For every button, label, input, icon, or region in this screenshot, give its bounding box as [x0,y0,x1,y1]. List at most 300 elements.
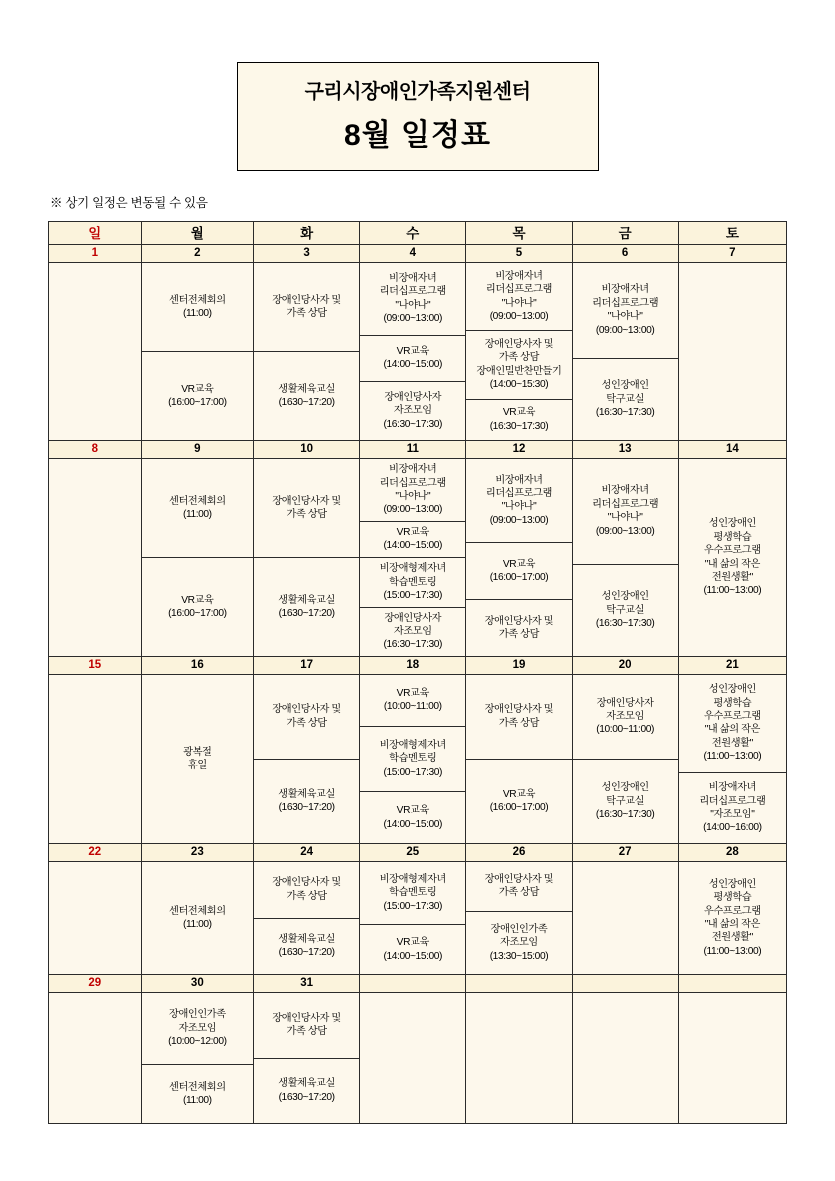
event-entry[interactable] [466,599,571,656]
day-number: 19 [466,657,571,675]
event-entry[interactable] [360,862,465,924]
event-entry[interactable] [360,381,465,440]
event-line: "내 삶의 작은 [704,724,760,736]
day-number: 10 [254,441,359,459]
event-line: (16:30~17:30) [595,618,655,630]
event-line: (14:00~15:00) [383,540,443,552]
event-entry[interactable] [360,924,465,974]
calendar-day-cell[interactable] [49,245,142,441]
day-events [466,993,571,1123]
event-entry[interactable] [573,564,678,656]
calendar-day-cell[interactable] [360,245,466,441]
weekday-header-wed: 수 [360,222,466,245]
day-number: 3 [254,245,359,263]
event-line: (09:00~13:00) [383,313,443,325]
calendar-day-cell[interactable] [49,844,142,975]
event-line: 성인장애인 [708,518,756,530]
event-line: (09:00~13:00) [489,514,549,526]
event-line: (09:00~13:00) [595,525,655,537]
day-number [679,975,786,993]
event-line: 평생학습 [713,892,752,904]
event-line: (10:00~11:00) [596,724,655,736]
calendar-week-row [49,245,787,441]
day-events [254,993,359,1123]
event-line: (16:30~17:30) [383,639,443,651]
weekday-header-thu: 목 [466,222,572,245]
day-events [573,675,678,843]
event-line: 휴일 [187,760,207,771]
event-line: (11:00) [182,919,212,930]
day-number: 14 [679,441,786,459]
event-entry[interactable] [254,862,359,918]
event-line: (16:00~17:00) [168,397,227,408]
event-line: (09:00~13:00) [383,504,443,516]
event-line: 리더십프로그램 [592,297,659,309]
day-number [466,975,571,993]
event-entry[interactable] [254,993,359,1058]
event-line: 자조모임 [178,1022,217,1034]
event-entry[interactable] [142,263,253,351]
event-entry[interactable] [254,759,359,844]
event-line: (11:00) [182,308,212,319]
event-line: (11:00~13:00) [703,751,762,763]
day-number: 6 [573,245,678,263]
day-events [49,263,141,440]
schedule-note: ※ 상기 일정은 변동될 수 있음 [50,196,208,210]
event-line: 장애인인가족 [169,1009,226,1021]
calendar-day-cell[interactable] [141,844,253,975]
weekday-header-sat: 토 [678,222,786,245]
day-number: 5 [466,245,571,263]
day-number: 20 [573,657,678,675]
calendar-day-cell[interactable] [466,844,572,975]
calendar-day-cell[interactable] [254,975,360,1124]
event-line: 가족 상담 [286,509,327,520]
event-line: 비장애형제자녀 [379,563,446,575]
event-line: (09:00~13:00) [595,324,655,336]
event-entry[interactable] [254,675,359,759]
calendar-day-cell[interactable] [572,245,678,441]
weekday-header-fri: 금 [572,222,678,245]
day-events [573,263,678,440]
calendar-day-cell[interactable] [678,844,786,975]
day-events [254,675,359,843]
calendar-day-cell[interactable] [254,245,360,441]
event-entry[interactable] [254,351,359,440]
day-number: 26 [466,844,571,862]
day-number: 27 [573,844,678,862]
event-entry[interactable] [360,557,465,607]
day-number: 8 [49,441,141,459]
event-line: 가족 상담 [498,717,540,729]
day-number: 7 [679,245,786,263]
event-line: 전원생활" [711,571,753,583]
event-line: 자조모임 [393,405,432,417]
day-events [360,675,465,843]
calendar-day-cell[interactable] [360,657,466,844]
event-line: 평생학습 [713,697,752,709]
event-entry[interactable] [142,459,253,557]
event-line: 전원생활" [711,737,753,749]
event-line: "나야나" [395,299,431,311]
calendar-day-cell[interactable] [678,441,786,657]
event-entry[interactable] [466,911,571,974]
calendar-day-cell[interactable] [141,657,253,844]
event-line: 리더십프로그램 [485,488,552,500]
center-name: 구리시장애인가족지원센터 [304,81,531,103]
event-line: 장애인당사자 [596,697,654,709]
event-entry[interactable] [679,772,786,843]
event-line: 비장애자녀 [389,272,437,284]
day-number: 29 [49,975,141,993]
event-line: (10:00~11:00) [383,701,442,713]
event-entry[interactable] [360,459,465,521]
event-line: 가족 상담 [286,717,327,729]
event-line: 생활체육교실 [278,594,335,606]
event-entry[interactable] [573,759,678,844]
day-number: 21 [679,657,786,675]
event-entry[interactable] [360,263,465,335]
calendar-day-cell[interactable] [466,975,572,1124]
event-entry[interactable] [466,330,571,398]
day-number: 18 [360,657,465,675]
calendar-week-row [49,975,787,1124]
day-number: 15 [49,657,141,675]
event-entry[interactable] [466,263,571,330]
day-number: 11 [360,441,465,459]
event-line: (14:00~15:00) [383,950,443,962]
day-events [49,459,141,656]
event-entry[interactable] [360,607,465,657]
day-events [466,862,571,974]
event-line: 비장애자녀 [495,270,543,282]
day-events [142,862,253,974]
event-line: 가족 상담 [286,890,327,902]
event-entry[interactable] [360,335,465,381]
event-line: 장애인당사자 및 [272,704,341,716]
calendar-day-cell[interactable] [49,657,142,844]
event-line: (15:00~17:30) [383,766,443,778]
event-line: VR교육 [396,937,429,949]
event-line: 비장애자녀 [389,464,437,476]
weekday-header-sun: 일 [49,222,142,245]
event-line: (15:00~17:30) [383,900,443,912]
event-line: (16:00~17:00) [489,802,549,814]
event-line: 비장애형제자녀 [379,873,446,885]
event-line: 센터전체회의 [169,294,226,306]
calendar-day-cell[interactable] [572,975,678,1124]
day-number: 30 [142,975,253,993]
event-line: 리더십프로그램 [592,498,659,510]
day-events [360,862,465,974]
event-entry[interactable] [360,521,465,557]
event-line: 학습멘토링 [389,753,437,765]
event-line: 학습멘토링 [389,887,437,899]
day-events [49,675,141,843]
event-line: (16:30~17:30) [595,808,655,820]
event-entry[interactable] [254,918,359,975]
event-line: 비장애자녀 [601,485,649,497]
event-line: 장애인당사자 [384,391,442,403]
event-line: 성인장애인 [601,591,649,603]
calendar-day-cell[interactable] [360,441,466,657]
event-line: 센터전체회의 [169,905,226,917]
event-line: "나야나" [501,297,537,309]
event-entry[interactable] [679,862,786,974]
event-line: 탁구교실 [606,604,645,616]
day-events [573,993,678,1123]
day-number: 12 [466,441,571,459]
event-line: VR교육 [396,527,429,539]
calendar-day-cell[interactable] [678,657,786,844]
calendar-day-cell[interactable] [572,441,678,657]
event-line: 장애인당사자 및 [272,877,341,889]
event-line: 생활체육교실 [278,933,335,945]
event-entry[interactable] [142,862,253,974]
calendar-day-cell[interactable] [254,844,360,975]
day-number: 22 [49,844,141,862]
event-line: 리더십프로그램 [699,795,766,807]
calendar-day-cell[interactable] [141,975,253,1124]
calendar-day-cell[interactable] [678,245,786,441]
event-line: (13:30~15:00) [489,950,549,962]
day-number: 16 [142,657,253,675]
event-line: (1630~17:20) [278,1091,335,1103]
event-line: 장애인당사자 및 [484,615,554,627]
calendar-day-cell[interactable] [678,975,786,1124]
day-number [573,975,678,993]
event-entry[interactable] [254,459,359,557]
event-entry[interactable] [360,726,465,791]
event-entry[interactable] [679,675,786,772]
event-line: "나야나" [395,490,431,502]
day-events [360,263,465,440]
day-events [679,675,786,843]
event-line: (11:00) [182,509,212,520]
event-line: (15:00~17:30) [383,589,443,601]
event-line: (16:00~17:00) [168,608,227,619]
calendar-body [49,245,787,1124]
day-events [679,263,786,440]
day-events [679,459,786,656]
event-line: VR교육 [502,788,536,800]
event-line: 평생학습 [713,531,752,543]
calendar-day-cell[interactable] [254,441,360,657]
event-line: 우수프로그램 [704,711,761,723]
event-line: VR교육 [396,805,429,817]
day-events [573,459,678,656]
calendar-day-cell[interactable] [466,657,572,844]
calendar-day-cell[interactable] [360,844,466,975]
event-line: 장애인당사자 및 [272,294,341,306]
day-events [142,675,253,843]
event-line: 비장애자녀 [708,782,756,794]
event-line: 가족 상담 [286,308,327,319]
event-line: (14:00~15:00) [383,359,443,371]
event-line: VR교육 [502,407,536,419]
event-line: (10:00~12:00) [168,1036,227,1048]
day-events [466,675,571,843]
event-line: 자조모임 [500,937,538,949]
event-line: 가족 상담 [498,887,540,899]
day-number: 23 [142,844,253,862]
weekday-header-row [49,222,787,245]
event-line: VR교육 [181,383,214,395]
event-line: 장애인당사자 [384,612,442,624]
day-events [142,993,253,1123]
event-entry[interactable] [466,542,571,599]
day-events [254,263,359,440]
calendar-table [48,221,787,1124]
event-entry[interactable] [142,351,253,440]
event-line: (14:00~16:00) [703,822,762,834]
event-line: (1630~17:20) [278,608,335,619]
day-events [49,993,141,1123]
event-entry[interactable] [360,791,465,843]
event-line: "나야나" [607,311,643,323]
event-entry[interactable] [466,759,571,844]
event-line: (1630~17:20) [278,802,335,814]
day-number: 24 [254,844,359,862]
event-entry[interactable] [573,358,678,440]
calendar-day-cell[interactable] [572,657,678,844]
event-line: 가족 상담 [498,352,540,364]
calendar-day-cell[interactable] [466,441,572,657]
event-line: VR교육 [396,687,429,699]
event-line: (16:00~17:00) [489,571,549,583]
event-line: (16:30~17:30) [489,420,549,432]
event-line: (16:30~17:30) [383,418,443,430]
day-events [679,993,786,1123]
event-line: "내 삶의 작은 [704,919,760,930]
event-line: 비장애자녀 [601,284,649,296]
event-line: (11:00~13:00) [703,945,762,957]
event-line: 우수프로그램 [704,545,761,557]
calendar-day-cell[interactable] [141,441,253,657]
event-entry[interactable] [254,263,359,351]
calendar-day-cell[interactable] [360,975,466,1124]
event-entry[interactable] [679,459,786,656]
day-events [49,862,141,974]
event-line: 장애인당사자 및 [484,339,554,351]
event-line: 장애인당사자 및 [484,704,554,716]
event-line: 장애인밀반찬만들기 [476,365,562,377]
weekday-header-mon: 월 [141,222,253,245]
event-line: 성인장애인 [708,878,756,890]
event-line: 생활체육교실 [278,788,335,800]
event-line: "나야나" [607,512,643,524]
day-number: 25 [360,844,465,862]
event-line: 탁구교실 [606,393,645,405]
event-entry[interactable] [466,459,571,542]
day-events [679,862,786,974]
event-line: (09:00~13:00) [489,311,549,323]
calendar-day-cell[interactable] [466,245,572,441]
event-line: (11:00~13:00) [703,585,762,597]
event-line: 생활체육교실 [278,383,335,395]
day-number: 17 [254,657,359,675]
page-title: 8월 일정표 [344,119,491,152]
calendar-day-cell[interactable] [49,441,142,657]
event-entry[interactable] [466,675,571,759]
day-number: 13 [573,441,678,459]
event-line: (14:00~15:30) [489,379,549,391]
event-line: 자조모임 [606,711,645,723]
calendar-week-row [49,844,787,975]
event-entry[interactable] [573,675,678,759]
event-line: 센터전체회의 [169,495,226,507]
event-line: 성인장애인 [601,782,649,794]
event-line: 비장애형제자녀 [379,739,446,751]
event-line: 탁구교실 [606,795,645,807]
event-line: (1630~17:20) [278,947,335,959]
day-events [142,263,253,440]
calendar-week-row [49,657,787,844]
event-line: "나야나" [501,501,537,513]
day-events [142,459,253,656]
day-events [573,862,678,974]
event-entry[interactable] [573,459,678,564]
event-line: (11:00) [182,1095,212,1107]
event-line: 가족 상담 [498,628,540,640]
event-line: 리더십프로그램 [379,477,446,489]
event-line: 장애인인가족 [490,923,548,935]
event-entry[interactable] [466,862,571,911]
event-line: 리더십프로그램 [379,286,446,298]
calendar-day-cell[interactable] [49,975,142,1124]
day-events [360,459,465,656]
event-line: (14:00~15:00) [383,818,443,830]
day-events [466,459,571,656]
day-number: 28 [679,844,786,862]
event-entry[interactable] [142,1064,253,1123]
calendar-day-cell[interactable] [254,657,360,844]
calendar-day-cell[interactable] [141,245,253,441]
day-number: 2 [142,245,253,263]
event-line: VR교육 [396,345,429,357]
event-line: 광복절 [183,746,212,758]
event-entry[interactable] [142,993,253,1064]
event-line: VR교육 [181,594,214,606]
event-entry[interactable] [360,675,465,726]
event-line: 우수프로그램 [704,905,761,917]
event-line: "자조모임" [710,808,755,820]
event-entry[interactable] [142,675,253,843]
day-number: 4 [360,245,465,263]
day-events [254,862,359,974]
event-entry[interactable] [254,557,359,656]
event-line: (16:30~17:30) [595,407,655,419]
event-entry[interactable] [142,557,253,656]
event-line: (1630~17:20) [278,397,335,408]
calendar-day-cell[interactable] [572,844,678,975]
event-line: 장애인당사자 및 [272,1012,341,1024]
event-line: 성인장애인 [708,684,756,696]
day-events [254,459,359,656]
event-entry[interactable] [466,399,571,440]
event-line: 학습멘토링 [389,576,437,588]
event-line: "내 삶의 작은 [704,558,760,570]
day-events [360,993,465,1123]
event-entry[interactable] [573,263,678,358]
weekday-header-tue: 화 [254,222,360,245]
calendar-week-row [49,441,787,657]
event-entry[interactable] [254,1058,359,1124]
day-events [466,263,571,440]
event-line: 전원생활" [711,932,753,944]
title-section [48,0,787,171]
event-line: 리더십프로그램 [485,284,552,296]
